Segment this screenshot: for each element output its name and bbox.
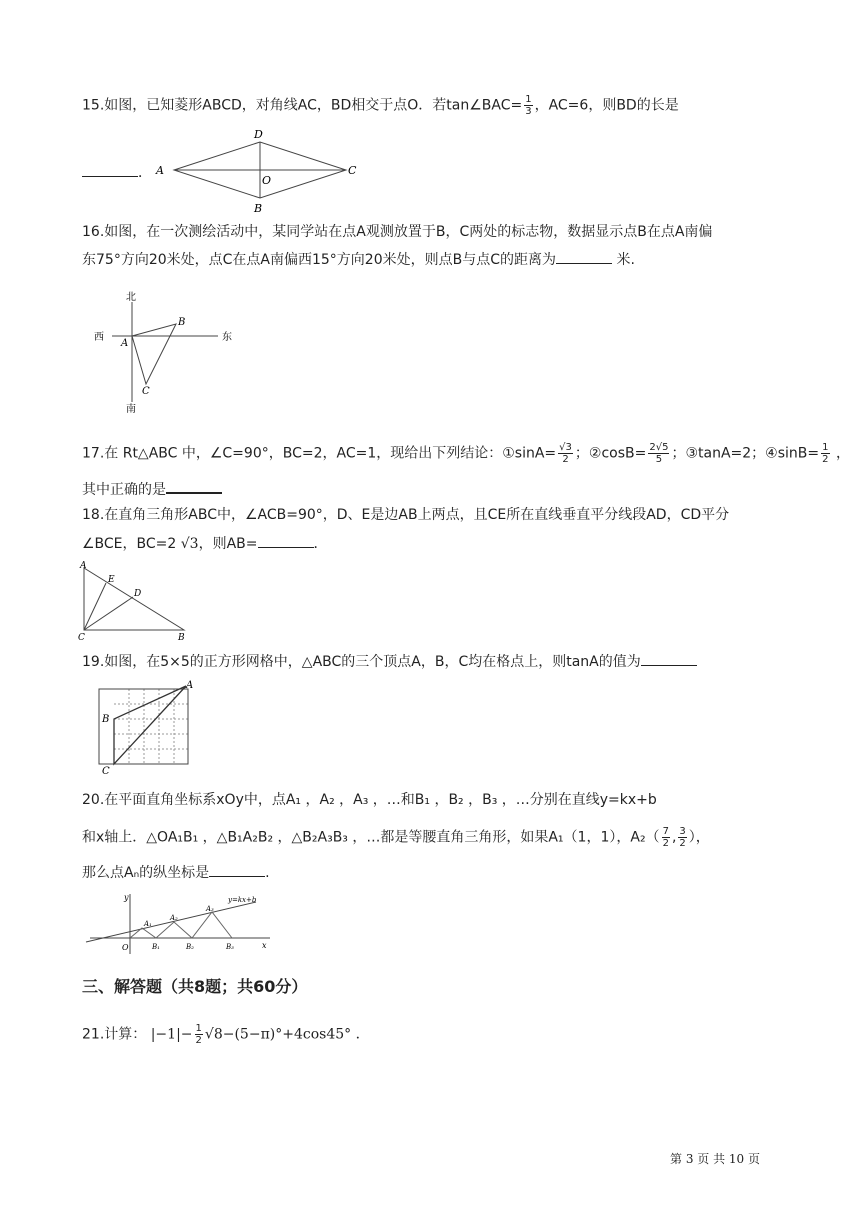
q17-f3-den: 2 bbox=[822, 454, 829, 465]
q20-line2 bbox=[82, 826, 710, 849]
q17-text-b: ；②cosB= bbox=[574, 445, 647, 462]
q20-text-d: . bbox=[265, 865, 270, 881]
q20-label-line: y=kx+b bbox=[228, 896, 257, 904]
q20-text-a: 和x轴上．△OA₁B₁ ，△B₁A₂B₂ ，△B₂A₃B₃ ，…都是等腰直角三角形，如果A₁（1，1），A₂（ bbox=[82, 829, 660, 846]
q18-line2 bbox=[82, 533, 328, 554]
q20-label-b2: B₂ bbox=[186, 943, 194, 951]
q15-label-b: B bbox=[254, 202, 263, 215]
q19-answer-blank bbox=[641, 651, 697, 666]
q18-text-c: ． bbox=[313, 536, 328, 552]
q20-label-y: y bbox=[124, 893, 129, 902]
q21-f-den: 2 bbox=[195, 1035, 202, 1046]
q19-grid-figure bbox=[92, 680, 202, 780]
q15-label-c: C bbox=[348, 164, 357, 177]
q20-f2-den: 2 bbox=[679, 838, 686, 849]
q16-label-north: 北 bbox=[126, 292, 136, 303]
q15-fraction bbox=[524, 94, 532, 117]
q20-label-x: x bbox=[262, 941, 267, 950]
q19-text: 19.如图，在5×5的正方形网格中，△ABC的三个顶点A，B，C均在格点上，则tanA的值为 bbox=[82, 654, 641, 670]
q17-f2-num: 2√5 bbox=[649, 442, 669, 453]
q17-f1-num: √3 bbox=[559, 442, 572, 453]
q20-label-b3: B₃ bbox=[226, 943, 234, 951]
q17-fraction-1 bbox=[558, 442, 573, 465]
q16-label-a: A bbox=[121, 338, 129, 349]
q15-end: ． bbox=[138, 165, 152, 181]
q20-f1-den: 2 bbox=[662, 838, 669, 849]
q15-text: 15.如图，已知菱形ABCD，对角线AC，BD相交于点O．若tan∠BAC= bbox=[82, 97, 523, 114]
q19-label-a: A bbox=[186, 680, 194, 691]
q19-label-b: B bbox=[102, 714, 110, 725]
q18-text-a: ∠BCE，BC=2 bbox=[82, 536, 177, 552]
q20-label-a1: A₁ bbox=[144, 920, 152, 928]
q20-comma: , bbox=[671, 829, 677, 846]
q15-text-after: ，AC=6，则BD的长是 bbox=[534, 97, 679, 114]
q16-answer-blank bbox=[556, 249, 612, 264]
q17-fraction-2 bbox=[648, 442, 669, 465]
q18-label-e: E bbox=[108, 575, 115, 585]
q16-line2 bbox=[82, 249, 635, 270]
q17-f2-den: 5 bbox=[655, 454, 663, 465]
q20-label-b1: B₁ bbox=[152, 943, 160, 951]
q19-line1 bbox=[82, 651, 697, 672]
q16-label-east: 东 bbox=[222, 332, 232, 343]
q20-label-a3: A₃ bbox=[206, 905, 214, 913]
q20-answer-blank bbox=[209, 862, 265, 877]
q15-frac-num: 1 bbox=[525, 94, 532, 105]
q18-label-c: C bbox=[78, 633, 85, 642]
q21-line1 bbox=[82, 1023, 370, 1046]
q17-line1 bbox=[82, 442, 850, 465]
q16-label-west: 西 bbox=[94, 332, 104, 343]
q17-text-c: ；③tanA=2；④sinB= bbox=[671, 445, 820, 462]
q21-expr-a: |−1|− bbox=[150, 1026, 193, 1043]
q18-line1: 18.在直角三角形ABC中，∠ACB=90°，D、E是边AB上两点，且CE所在直线垂直平分线段AD，CD平分 bbox=[82, 507, 730, 523]
q18-answer-blank bbox=[258, 533, 314, 548]
q15-label-d: D bbox=[254, 128, 263, 141]
q20-f1-num: 7 bbox=[662, 826, 669, 837]
q20-fraction-2 bbox=[678, 826, 686, 849]
q20-f2-num: 3 bbox=[679, 826, 686, 837]
q16-line1: 16.如图，在一次测绘活动中，某同学站在点A观测放置于B，C两处的标志物，数据显示点B在点A南偏 bbox=[82, 224, 713, 240]
q20-line3 bbox=[82, 862, 270, 883]
q17-text-a: 17.在 Rt△ABC 中，∠C=90°，BC=2，AC=1，现给出下列结论：①sinA= bbox=[82, 445, 557, 462]
q20-text-c: 那么点Aₙ的纵坐标是 bbox=[82, 865, 210, 881]
q18-sqrt: √3 bbox=[180, 536, 199, 552]
q16-label-south: 南 bbox=[126, 404, 136, 415]
q18-triangle-figure bbox=[76, 560, 196, 642]
q18-label-b: B bbox=[178, 633, 185, 642]
q15-line2 bbox=[82, 162, 152, 183]
q15-label-o: O bbox=[262, 174, 272, 187]
q15-label-a: A bbox=[156, 164, 164, 177]
q15-answer-blank bbox=[82, 162, 138, 177]
q21-expr-b: √8−(5−π)°+4cos45° bbox=[204, 1026, 352, 1043]
q21-text: 21.计算： bbox=[82, 1026, 147, 1043]
q20-label-o: O bbox=[122, 943, 129, 952]
q16-compass-figure bbox=[88, 288, 248, 416]
q18-text-b: ，则AB= bbox=[198, 536, 258, 552]
q20-line1: 20.在平面直角坐标系xOy中，点A₁ ，A₂ ，A₃ ，…和B₁ ，B₂ ，B₃ ，…分别在直线y=kx+b bbox=[82, 792, 657, 808]
q15-line1 bbox=[82, 94, 679, 117]
q15-rhombus-figure bbox=[150, 126, 370, 216]
q20-coordinate-figure bbox=[80, 890, 280, 962]
q17-text-line2: 其中正确的是 bbox=[82, 482, 166, 498]
q20-fraction-1 bbox=[662, 826, 670, 849]
q20-text-b: ）， bbox=[688, 829, 710, 846]
q17-answer-blank bbox=[166, 478, 222, 494]
q18-label-d: D bbox=[134, 589, 142, 599]
q21-fraction bbox=[195, 1023, 203, 1046]
q16-text-b: 米. bbox=[616, 252, 635, 268]
q21-f-num: 1 bbox=[195, 1023, 202, 1034]
q17-line2 bbox=[82, 478, 222, 500]
q17-f3-num: 1 bbox=[822, 442, 829, 453]
q16-text-a: 东75°方向20米处，点C在点A南偏西15°方向20米处，则点B与点C的距离为 bbox=[82, 252, 556, 268]
q17-fraction-3 bbox=[821, 442, 829, 465]
q20-label-a2: A₂ bbox=[170, 914, 178, 922]
section-3-heading: 三、解答题（共8题；共60分） bbox=[82, 977, 308, 996]
q15-frac-den: 3 bbox=[525, 106, 532, 117]
q19-label-c: C bbox=[102, 766, 110, 777]
q16-label-c: C bbox=[142, 386, 150, 397]
q17-f1-den: 2 bbox=[562, 454, 569, 465]
page-footer: 第 3 页 共 10 页 bbox=[670, 1152, 760, 1166]
q21-end: ． bbox=[355, 1026, 370, 1043]
q16-label-b: B bbox=[178, 317, 186, 328]
q17-text-d: ， bbox=[835, 445, 850, 462]
q18-label-a: A bbox=[80, 561, 87, 571]
